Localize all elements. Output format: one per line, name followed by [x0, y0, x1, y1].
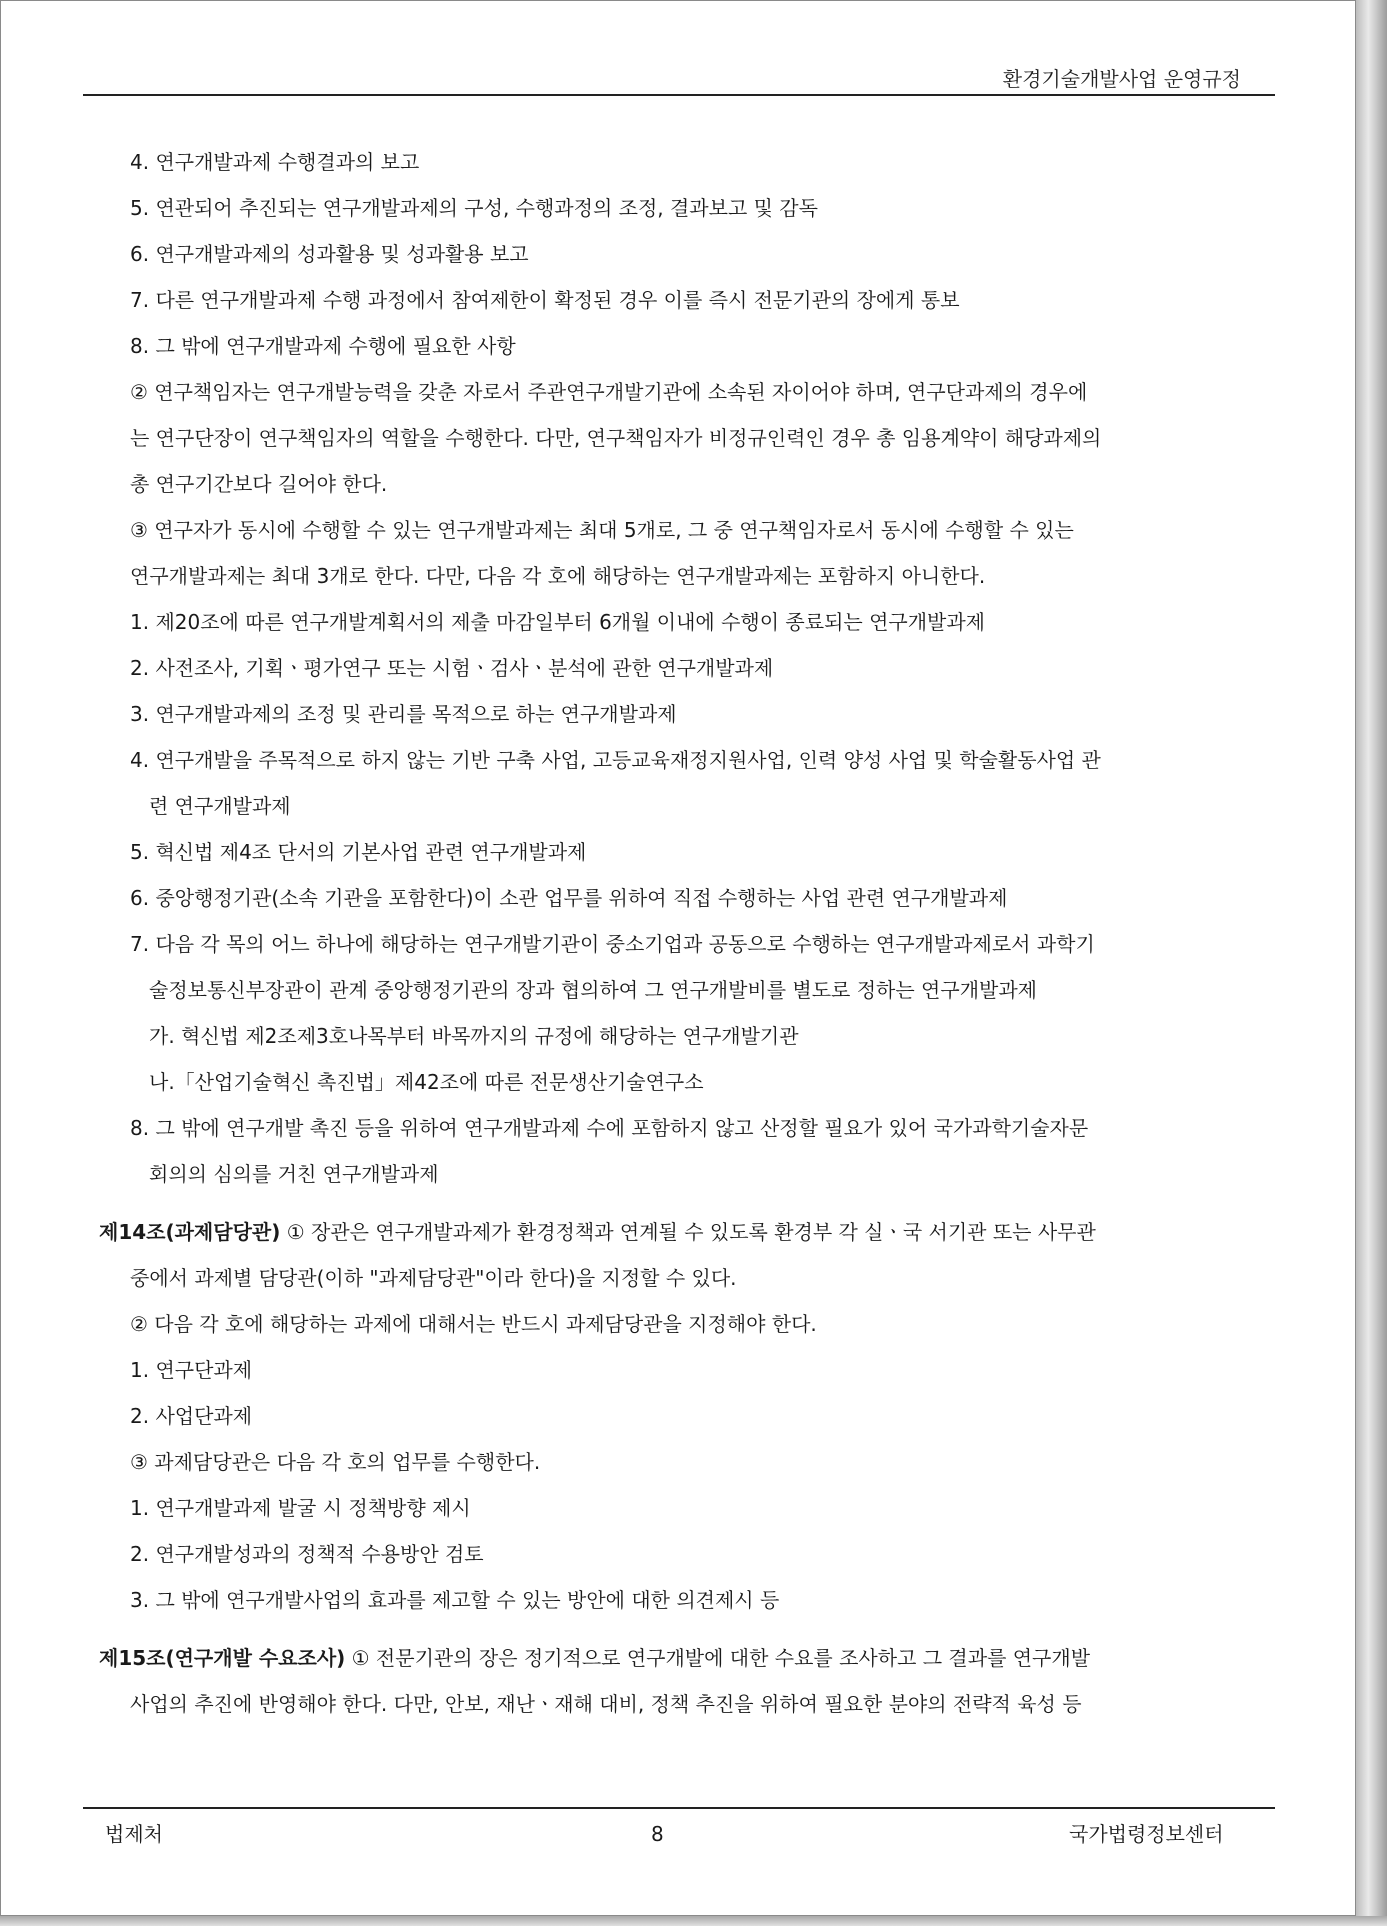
text-line: ② 연구책임자는 연구개발능력을 갖춘 자로서 주관연구개발기관에 소속된 자이어야 하며, 연구단과제의 경우에 — [130, 380, 1088, 404]
page-bottom-shadow — [0, 1916, 1387, 1926]
article-14 — [99, 1209, 1273, 1255]
text-line: 2. 사전조사, 기획ㆍ평가연구 또는 시험ㆍ검사ㆍ분석에 관한 연구개발과제 — [130, 656, 774, 680]
text-line: 2. 연구개발성과의 정책적 수용방안 검토 — [130, 1542, 484, 1566]
text-line: 5. 연관되어 추진되는 연구개발과제의 구성, 수행과정의 조정, 결과보고 및 감독 — [130, 196, 818, 220]
text-line: 가. 혁신법 제2조제3호나목부터 바목까지의 규정에 해당하는 연구개발기관 — [149, 1024, 799, 1048]
text-line: 7. 다른 연구개발과제 수행 과정에서 참여제한이 확정된 경우 이를 즉시 전문기관의 장에게 통보 — [130, 288, 960, 312]
text-line: 1. 연구개발과제 발굴 시 정책방향 제시 — [130, 1496, 471, 1520]
text-line: 8. 그 밖에 연구개발과제 수행에 필요한 사항 — [130, 334, 516, 358]
footer-publisher: 국가법령정보센터 — [1069, 1822, 1224, 1846]
text-line: 연구개발과제는 최대 3개로 한다. 다만, 다음 각 호에 해당하는 연구개발과제는 포함하지 아니한다. — [130, 564, 986, 588]
text-line: 6. 중앙행정기관(소속 기관을 포함한다)이 소관 업무를 위하여 직접 수행하는 사업 관련 연구개발과제 — [130, 886, 1008, 910]
text-line: 4. 연구개발을 주목적으로 하지 않는 기반 구축 사업, 고등교육재정지원사업, 인력 양성 사업 및 학술활동사업 관 — [130, 748, 1101, 772]
text-line: 1. 제20조에 따른 연구개발계획서의 제출 마감일부터 6개월 이내에 수행이 종료되는 연구개발과제 — [130, 610, 985, 634]
text-line: 6. 연구개발과제의 성과활용 및 성과활용 보고 — [130, 242, 529, 266]
text-line: 3. 연구개발과제의 조정 및 관리를 목적으로 하는 연구개발과제 — [130, 702, 677, 726]
page-edge-shadow — [1356, 0, 1387, 1926]
text-line: 중에서 과제별 담당관(이하 "과제담당관"이라 한다)을 지정할 수 있다. — [130, 1266, 737, 1290]
text-line: 1. 연구단과제 — [130, 1358, 253, 1382]
text-line: 8. 그 밖에 연구개발 촉진 등을 위하여 연구개발과제 수에 포함하지 않고 산정할 필요가 있어 국가과학기술자문 — [130, 1116, 1089, 1140]
header-rule — [83, 94, 1275, 96]
text-line: 2. 사업단과제 — [130, 1404, 253, 1428]
text-line: 는 연구단장이 연구책임자의 역할을 수행한다. 다만, 연구책임자가 비정규인력인 경우 총 임용계약이 해당과제의 — [130, 426, 1102, 450]
text-line: 회의의 심의를 거친 연구개발과제 — [149, 1162, 439, 1186]
text-line: ② 다음 각 호에 해당하는 과제에 대해서는 반드시 과제담당관을 지정해야 한다. — [130, 1312, 817, 1336]
text-line: 사업의 추진에 반영해야 한다. 다만, 안보, 재난ㆍ재해 대비, 정책 추진을 위하여 필요한 분야의 전략적 육성 등 — [130, 1692, 1082, 1716]
text-line: 3. 그 밖에 연구개발사업의 효과를 제고할 수 있는 방안에 대한 의견제시 등 — [130, 1588, 780, 1612]
document-header-title: 환경기술개발사업 운영규정 — [1002, 67, 1241, 91]
text-line: 련 연구개발과제 — [149, 794, 291, 818]
footer-rule — [83, 1807, 1275, 1809]
text-line: 총 연구기간보다 길어야 한다. — [130, 472, 388, 496]
article-14-title: 제14조(과제담당관) — [99, 1220, 281, 1244]
text-line: ③ 연구자가 동시에 수행할 수 있는 연구개발과제는 최대 5개로, 그 중 연구책임자로서 동시에 수행할 수 있는 — [130, 518, 1074, 542]
text-line: 7. 다음 각 목의 어느 하나에 해당하는 연구개발기관이 중소기업과 공동으로 수행하는 연구개발과제로서 과학기 — [130, 932, 1095, 956]
text-line: 4. 연구개발과제 수행결과의 보고 — [130, 150, 420, 174]
text-line: 나.「산업기술혁신 촉진법」제42조에 따른 전문생산기술연구소 — [149, 1070, 704, 1094]
text-line: ③ 과제담당관은 다음 각 호의 업무를 수행한다. — [130, 1450, 541, 1474]
page-number: 8 — [651, 1822, 664, 1846]
article-15-first-line: ① 전문기관의 장은 정기적으로 연구개발에 대한 수요를 조사하고 그 결과를 연구개발 — [345, 1646, 1091, 1670]
article-15 — [99, 1635, 1273, 1681]
text-line: 5. 혁신법 제4조 단서의 기본사업 관련 연구개발과제 — [130, 840, 587, 864]
article-15-title: 제15조(연구개발 수요조사) — [99, 1646, 346, 1670]
text-line: 술정보통신부장관이 관계 중앙행정기관의 장과 협의하여 그 연구개발비를 별도로 정하는 연구개발과제 — [149, 978, 1037, 1002]
article-14-first-line: ① 장관은 연구개발과제가 환경정책과 연계될 수 있도록 환경부 각 실ㆍ국 서기관 또는 사무관 — [280, 1220, 1096, 1244]
document-body — [101, 139, 1273, 1727]
footer-source: 법제처 — [105, 1822, 163, 1846]
